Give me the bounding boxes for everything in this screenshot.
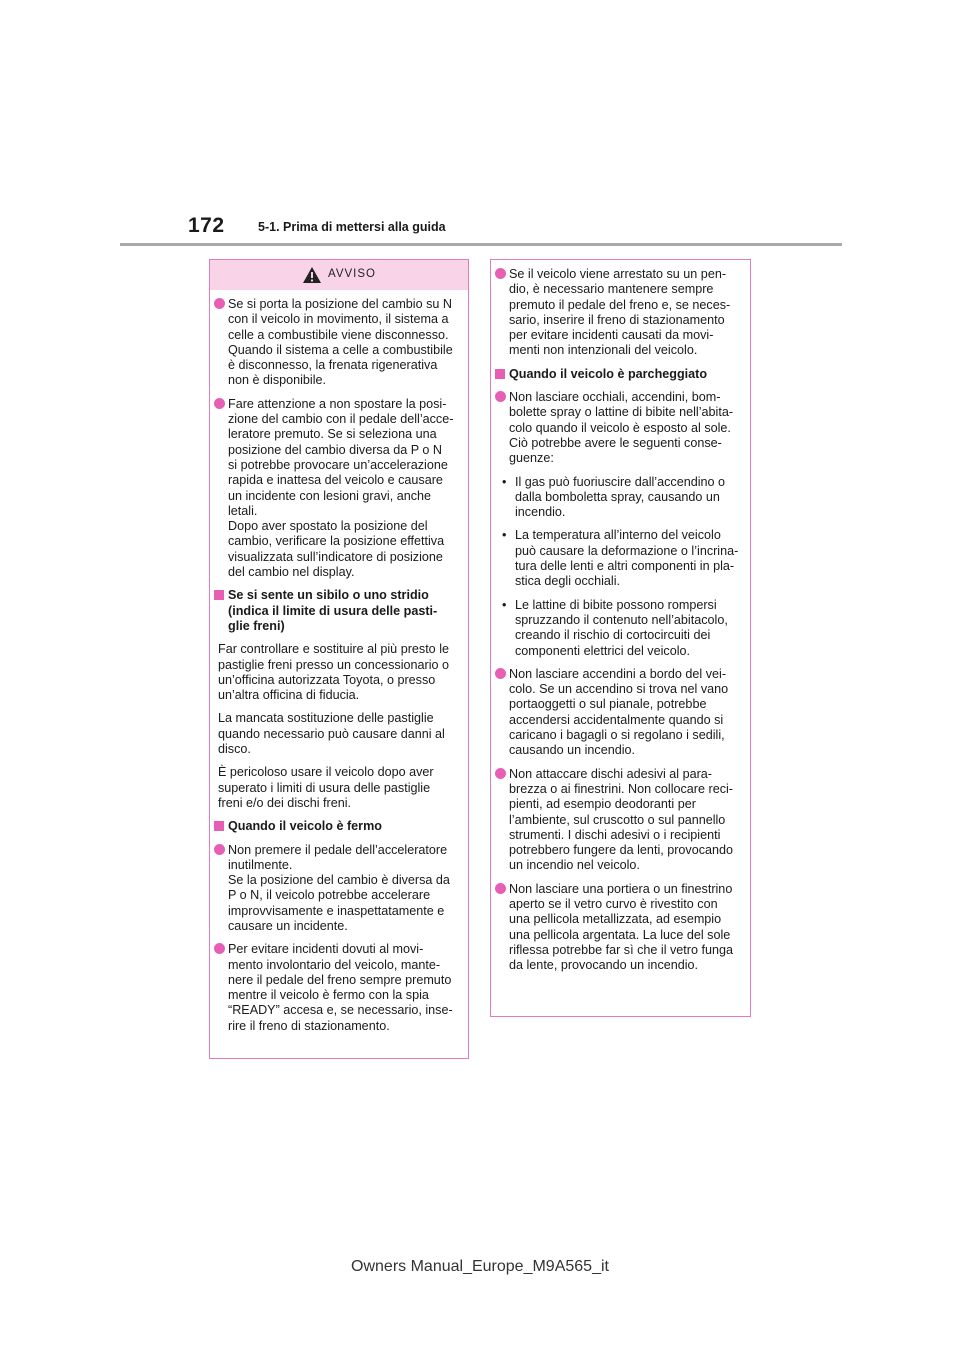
text-line: Dopo aver spostato la posizione del — [228, 519, 428, 534]
warning-item — [499, 882, 742, 974]
text-line: per evitare incidenti causati da movi- — [509, 328, 714, 343]
text-line: glie freni) — [228, 618, 285, 633]
footer-manual-id: Owners Manual_Europe_M9A565_it — [351, 1258, 609, 1275]
text-line: Non lasciare una portiera o un finestrino — [509, 881, 733, 896]
text-line: nere il pedale del freno sempre premuto — [228, 972, 452, 987]
warning-box-right — [490, 259, 751, 1017]
text-line: quando necessario può causare danni al — [218, 726, 445, 741]
text-line: pienti, ad esempio deodoranti per — [509, 797, 696, 812]
text-line: brezza o ai finestrini. Non collocare reci- — [509, 781, 733, 796]
text-line: sario, inserire il freno di stazionamento — [509, 312, 725, 327]
text-line: Le lattine di bibite possono rompersi — [515, 597, 717, 612]
subheading — [499, 367, 742, 382]
text-line: un incidente con lesioni gravi, anche — [228, 488, 432, 503]
text-line: mento involontario del veicolo, mante- — [228, 957, 441, 972]
header-divider — [120, 243, 842, 246]
text-line: spruzzando il contenuto nell’abitacolo, — [515, 612, 728, 627]
text-line: Quando il veicolo è parcheggiato — [509, 366, 708, 381]
text-line: disco. — [218, 742, 251, 757]
text-line: visualizzata sull’indicatore di posizione — [228, 549, 443, 564]
warning-body-left — [210, 290, 468, 1050]
text-line: Fare attenzione a non spostare la posi- — [228, 396, 447, 411]
text-line: Non lasciare accendini a bordo del vei- — [509, 666, 727, 681]
text-line: riflessa potrebbe far sì che il vetro funga — [509, 942, 734, 957]
text-line: strumenti. I dischi adesivi o i recipienti — [509, 827, 721, 842]
warning-triangle-icon — [302, 266, 322, 284]
text-line: stica degli occhiali. — [515, 574, 620, 589]
paragraph — [218, 642, 460, 703]
text-line: con il veicolo in movimento, il sistema a — [228, 312, 449, 327]
text-line: bolette spray o lattine di bibite nell’abita- — [509, 405, 734, 420]
text-line: da lente, provocando un incendio. — [509, 958, 699, 973]
text-line: posizione del cambio diversa da P o N — [228, 442, 442, 457]
warning-label: AVVISO — [328, 268, 376, 281]
text-line: si potrebbe provocare un’accelerazione — [228, 457, 448, 472]
text-line: Far controllare e sostituire al più presto le — [218, 642, 449, 657]
text-line: colo quando il veicolo è esposto al sole. — [509, 420, 731, 435]
text-line: P o N, il veicolo potrebbe accelerare — [228, 888, 431, 903]
text-line: causando un incendio. — [509, 743, 636, 758]
text-line: Se si sente un sibilo o uno stridio — [228, 588, 429, 603]
text-line: inutilmente. — [228, 857, 293, 872]
warning-item — [218, 297, 460, 389]
page-number: 172 — [188, 214, 225, 237]
pink-dot-bullet-icon — [495, 668, 506, 679]
sub-bullet-item — [499, 528, 742, 589]
warning-item — [499, 267, 742, 359]
text-line: una pellicola argentata. La luce del sole — [509, 927, 731, 942]
text-line: accendersi accidentalmente quando si — [509, 712, 724, 727]
text-line: letali. — [228, 503, 258, 518]
subheading — [218, 819, 460, 834]
warning-item — [499, 667, 742, 759]
warning-header — [210, 260, 468, 290]
pink-dot-bullet-icon — [214, 298, 225, 309]
text-line: l’ambiente, sul cruscotto o sul pannello — [509, 812, 726, 827]
text-line: mentre il veicolo è fermo con la spia — [228, 988, 429, 1003]
text-line: causare un incidente. — [228, 918, 348, 933]
section-title: 5-1. Prima di mettersi alla guida — [258, 220, 446, 234]
pink-square-bullet-icon — [214, 590, 224, 600]
text-line: La temperatura all’interno del veicolo — [515, 528, 721, 543]
text-line: (indica il limite di usura delle pasti- — [228, 603, 438, 618]
small-bullet-icon: • — [502, 528, 507, 543]
small-bullet-icon: • — [502, 474, 507, 489]
text-line: Non premere il pedale dell’acceleratore — [228, 842, 448, 857]
text-line: potrebbero fungere da lenti, provocando — [509, 843, 734, 858]
text-line: menti non intenzionali del veicolo. — [509, 343, 698, 358]
text-line: non è disponibile. — [228, 373, 327, 388]
text-line: portaoggetti o sul pianale, potrebbe — [509, 697, 707, 712]
pink-square-bullet-icon — [495, 369, 505, 379]
text-line: Il gas può fuoriuscire dall’accendino o — [515, 474, 726, 489]
text-line: Non lasciare occhiali, accendini, bom- — [509, 390, 721, 405]
text-line: pastiglie freni presso un concessionario o — [218, 657, 450, 672]
text-line: Ciò potrebbe avere le seguenti conse- — [509, 435, 722, 450]
pink-dot-bullet-icon — [495, 391, 506, 402]
text-line: incendio. — [515, 505, 566, 520]
text-line: può causare la deformazione o l’incrina- — [515, 543, 739, 558]
text-line: del cambio nel display. — [228, 565, 355, 580]
text-line: Se si porta la posizione del cambio su N — [228, 297, 453, 311]
pink-dot-bullet-icon — [214, 943, 225, 954]
text-line: dio, è necessario mantenere sempre — [509, 282, 714, 297]
text-line: Per evitare incidenti dovuti al movi- — [228, 942, 424, 957]
text-line: Quando il veicolo è fermo — [228, 819, 382, 834]
text-line: guenze: — [509, 451, 554, 466]
text-line: “READY” accesa e, se necessario, inse- — [228, 1003, 453, 1018]
text-line: Se la posizione del cambio è diversa da — [228, 873, 450, 888]
warning-item — [499, 767, 742, 874]
pink-dot-bullet-icon — [214, 844, 225, 855]
pink-dot-bullet-icon — [495, 883, 506, 894]
paragraph — [218, 765, 460, 811]
pink-square-bullet-icon — [214, 821, 224, 831]
text-line: zione del cambio con il pedale dell’acce- — [228, 412, 454, 427]
text-line: Se il veicolo viene arrestato su un pen- — [509, 267, 727, 281]
text-line: cambio, verificare la posizione effettiva — [228, 534, 445, 549]
text-line: un incendio nel veicolo. — [509, 858, 640, 873]
pink-dot-bullet-icon — [495, 768, 506, 779]
subheading — [218, 588, 460, 634]
warning-item — [218, 843, 460, 935]
sub-bullet-item — [499, 475, 742, 521]
warning-item — [499, 390, 742, 466]
sub-bullet-item — [499, 598, 742, 659]
paragraph — [218, 711, 460, 757]
text-line: è disconnesso, la frenata rigenerativa — [228, 358, 438, 373]
text-line: improvvisamente e inaspettatamente e — [228, 903, 445, 918]
text-line: rire il freno di stazionamento. — [228, 1018, 390, 1033]
pink-dot-bullet-icon — [495, 268, 506, 279]
text-line: caricano i bagagli o si regolano i sedili, — [509, 728, 725, 743]
text-line: rapida e inattesa del veicolo e causare — [228, 473, 443, 488]
text-line: una pellicola metallizzata, ad esempio — [509, 912, 722, 927]
warning-item — [218, 942, 460, 1034]
text-line: colo. Se un accendino si trova nel vano — [509, 682, 729, 697]
text-line: celle a combustibile viene disconnesso. — [228, 327, 449, 342]
warning-item — [218, 397, 460, 581]
warning-box-left — [209, 259, 469, 1059]
text-line: La mancata sostituzione delle pastiglie — [218, 711, 434, 726]
text-line: È pericoloso usare il veicolo dopo aver — [218, 765, 434, 780]
text-line: creando il rischio di cortocircuiti dei — [515, 628, 711, 643]
text-line: superato i limiti di usura delle pastiglie — [218, 780, 431, 795]
text-line: Quando il sistema a celle a combustibile — [228, 342, 453, 357]
small-bullet-icon: • — [502, 597, 507, 612]
text-line: premuto il pedale del freno e, se neces- — [509, 297, 731, 312]
text-line: freni e/o dei dischi freni. — [218, 795, 352, 810]
text-line: tura delle lenti e altri componenti in pla- — [515, 559, 735, 574]
warning-body-right — [491, 260, 750, 989]
text-line: un’altra officina di fiducia. — [218, 688, 360, 703]
text-line: un’officina autorizzata Toyota, o presso — [218, 672, 436, 687]
pink-dot-bullet-icon — [214, 398, 225, 409]
text-line: leratore premuto. Se si seleziona una — [228, 427, 437, 442]
text-line: Non attaccare dischi adesivi al para- — [509, 766, 713, 781]
text-line: dalla bomboletta spray, causando un — [515, 489, 720, 504]
text-line: componenti elettrici del veicolo. — [515, 643, 691, 658]
text-line: aperto se il vetro curvo è rivestito con — [509, 896, 718, 911]
